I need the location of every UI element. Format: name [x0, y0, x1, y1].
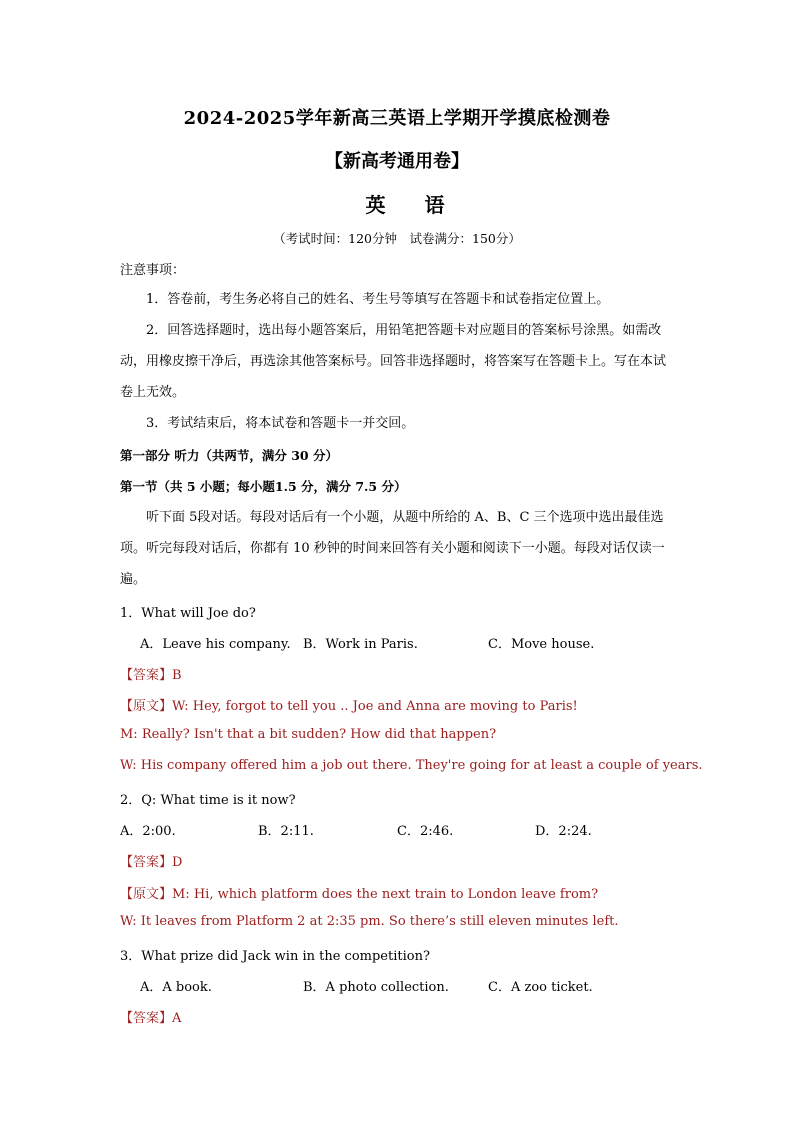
listening-instructions: 听下面 5段对话。每段对话后有一个小题，从题中所给的 A、B、C 三个选项中选出最佳选项。听完每段对话后，你都有 10 秒钟的时间来回答有关小题和阅读下一小题。每段对话仅读一遍。: [120, 510, 665, 587]
script-label: 【原文】: [120, 699, 173, 714]
answer-value: B: [172, 668, 182, 683]
note-item-3: 3．考试结束后，将本试卷和答题卡一并交回。: [146, 416, 415, 431]
question-2-option-b: B．2:11.: [258, 824, 314, 839]
question-2-option-a: A．2:00.: [120, 824, 176, 839]
answer-value: D: [172, 855, 183, 870]
question-1-stem: 1．What will Joe do?: [120, 606, 256, 621]
question-1-script-line-2: M: Really? Isn't that a bit sudden? How did that happen?: [120, 727, 497, 742]
question-1-answer: [120, 664, 182, 683]
question-3-option-a: A．A book.: [140, 980, 212, 995]
question-2-option-d: D．2:24.: [535, 824, 592, 839]
question-2-option-c: C．2:46.: [397, 824, 454, 839]
script-label: 【原文】: [120, 887, 173, 902]
part1-heading: 第一部分 听力（共两节，满分 30 分）: [120, 448, 338, 463]
exam-title: 2024-2025学年新高三英语上学期开学摸底检测卷: [183, 108, 611, 129]
question-1-option-b: B．Work in Paris.: [303, 637, 418, 652]
question-3-option-b: B．A photo collection.: [303, 980, 449, 995]
question-1-script-line-3: W: His company offered him a job out there. They're going for at least a couple of years.: [120, 758, 703, 773]
subject-title: 英 语: [365, 193, 461, 217]
answer-label: 【答案】: [120, 855, 173, 870]
question-1-option-a: A．Leave his company.: [140, 637, 291, 652]
note-item-2: 2．回答选择题时，选出每小题答案后，用铅笔把答题卡对应题目的答案标号涂黑。如需改动，用橡皮擦干净后，再选涂其他答案标号。回答非选择题时，将答案写在答题卡上。写在本试卷上无效。: [120, 323, 667, 400]
script-text: W: Hey, forgot to tell you .. Joe and Anna are moving to Paris!: [172, 699, 578, 714]
notes-heading: 注意事项：: [120, 263, 186, 278]
question-2-script-line-2: W: It leaves from Platform 2 at 2:35 pm. So there’s still eleven minutes left.: [120, 914, 619, 929]
question-3-answer: [120, 1007, 181, 1026]
answer-value: A: [172, 1011, 182, 1026]
question-1-option-c: C．Move house.: [488, 637, 595, 652]
section1-heading: 第一节（共 5 小题；每小题1.5 分，满分 7.5 分）: [120, 479, 407, 494]
question-2-stem: 2．Q: What time is it now?: [120, 793, 296, 808]
question-1-script-line-1: [120, 695, 578, 714]
exam-time-info: （考试时间：120分钟 试卷满分：150分）: [273, 231, 521, 246]
answer-label: 【答案】: [120, 668, 173, 683]
question-2-answer: [120, 851, 182, 870]
note-item-1: 1．答卷前，考生务必将自己的姓名、考生号等填写在答题卡和试卷指定位置上。: [146, 292, 610, 307]
answer-label: 【答案】: [120, 1011, 173, 1026]
script-text: M: Hi, which platform does the next train to London leave from?: [172, 887, 599, 902]
question-3-option-c: C．A zoo ticket.: [488, 980, 593, 995]
exam-subtitle: 【新高考通用卷】: [325, 151, 469, 172]
question-2-script-line-1: [120, 883, 598, 902]
question-3-stem: 3．What prize did Jack win in the competition?: [120, 949, 430, 964]
